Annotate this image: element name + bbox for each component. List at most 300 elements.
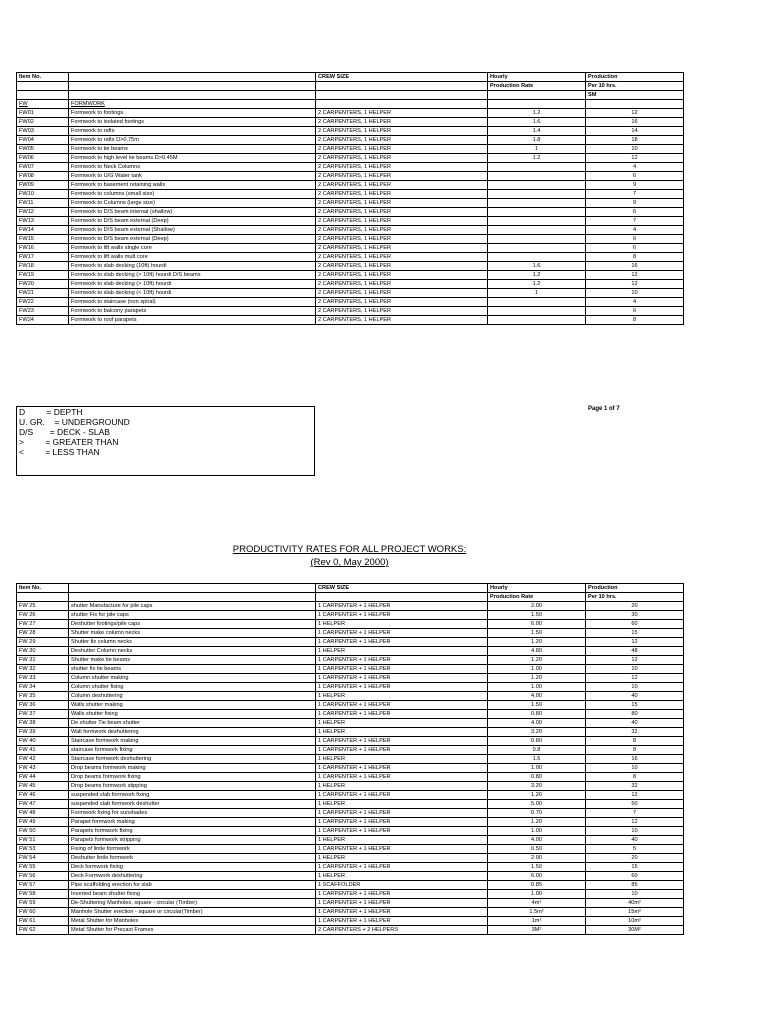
crew-size-cell: 1 CARPENTER + 1 HELPER	[316, 746, 488, 755]
hourly-rate-cell	[488, 298, 586, 307]
crew-size-cell: 1 SCAFFOLDER	[316, 881, 488, 890]
production-cell: 16	[586, 118, 684, 127]
production-cell: 10	[586, 665, 684, 674]
production-cell: 32	[586, 728, 684, 737]
crew-size-cell: 2 CARPENTERS, 1 HELPER	[316, 199, 488, 208]
item-no-cell: FW 40	[17, 737, 69, 746]
hourly-rate-cell: 2.00	[488, 854, 586, 863]
header-row	[17, 584, 684, 593]
table-row	[17, 638, 684, 647]
description-cell: Fixing of lintle formwork	[69, 845, 316, 854]
description-cell: Formwork to balcony parapets	[69, 307, 316, 316]
description-cell: Deck formwork fixing	[69, 863, 316, 872]
item-no-cell: FW 25	[17, 602, 69, 611]
hourly-rate-cell: 1.20	[488, 638, 586, 647]
table-row	[17, 899, 684, 908]
item-no-cell: FW 43	[17, 764, 69, 773]
legend-item: U. GR. = UNDERGROUND	[19, 417, 130, 427]
production-cell: SM	[586, 91, 684, 100]
description-cell: Column shutter making	[69, 674, 316, 683]
production-cell: 9	[586, 181, 684, 190]
table-row	[17, 163, 684, 172]
item-no-cell: FW08	[17, 172, 69, 181]
hourly-rate-cell: 1	[488, 145, 586, 154]
description-cell	[69, 584, 316, 593]
description-cell: Formwork to slab decking (> 10ft) hourdi D/S beams	[69, 271, 316, 280]
item-no-cell: FW 50	[17, 827, 69, 836]
crew-size-cell: 2 CARPENTERS, 1 HELPER	[316, 127, 488, 136]
description-cell: Formwork to footings	[69, 109, 316, 118]
production-cell: 9	[586, 199, 684, 208]
production-cell: 8	[586, 316, 684, 325]
crew-size-cell	[316, 91, 488, 100]
formwork-table-page2	[16, 583, 684, 935]
description-cell: Column shutter fixing	[69, 683, 316, 692]
production-cell: 40	[586, 719, 684, 728]
item-no-cell: FW	[17, 100, 69, 109]
table-row	[17, 629, 684, 638]
hourly-rate-cell: 1.2	[488, 271, 586, 280]
production-cell: 40	[586, 836, 684, 845]
hourly-rate-cell	[488, 307, 586, 316]
crew-size-cell: 1 HELPER	[316, 854, 488, 863]
production-cell: 85	[586, 881, 684, 890]
production-cell: 20	[586, 602, 684, 611]
crew-size-cell: 2 CARPENTERS, 1 HELPER	[316, 136, 488, 145]
crew-size-cell: 2 CARPENTERS, 1 HELPER	[316, 172, 488, 181]
table-row	[17, 665, 684, 674]
item-no-cell: FW 59	[17, 899, 69, 908]
item-no-cell: FW20	[17, 280, 69, 289]
crew-size-cell: 1 CARPENTER + 1 HELPER	[316, 908, 488, 917]
item-no-cell: FW 57	[17, 881, 69, 890]
table-row	[17, 800, 684, 809]
description-cell: Walls shutter fixing	[69, 710, 316, 719]
item-no-cell: FW24	[17, 316, 69, 325]
production-cell: 4	[586, 163, 684, 172]
item-no-cell: FW14	[17, 226, 69, 235]
hourly-rate-cell: 1.4	[488, 127, 586, 136]
production-cell: 12	[586, 638, 684, 647]
production-cell: 8	[586, 253, 684, 262]
table-row	[17, 253, 684, 262]
crew-size-cell: 1 CARPENTER + 1 HELPER	[316, 917, 488, 926]
description-cell: Formwork to lift walls mult core	[69, 253, 316, 262]
table-row	[17, 145, 684, 154]
description-cell: Walls shutter making	[69, 701, 316, 710]
hourly-rate-cell: Production Rate	[488, 82, 586, 91]
hourly-rate-cell: 4.80	[488, 647, 586, 656]
crew-size-cell: 2 CARPENTERS, 1 HELPER	[316, 145, 488, 154]
hourly-rate-cell: 6.00	[488, 620, 586, 629]
description-cell: Parapets formwork stripping	[69, 836, 316, 845]
table-row	[17, 199, 684, 208]
item-no-cell: FW 54	[17, 854, 69, 863]
header-row	[17, 593, 684, 602]
crew-size-cell: 1 CARPENTER + 1 HELPER	[316, 773, 488, 782]
hourly-rate-cell: 3M²	[488, 926, 586, 935]
crew-size-cell: 1 HELPER	[316, 800, 488, 809]
description-cell: staircase formwork fixing	[69, 746, 316, 755]
item-no-cell: FW23	[17, 307, 69, 316]
table-row	[17, 289, 684, 298]
production-cell: Per 10 hrs.	[586, 593, 684, 602]
production-cell: 60	[586, 872, 684, 881]
production-cell: 15	[586, 863, 684, 872]
table-row	[17, 109, 684, 118]
table-row	[17, 217, 684, 226]
item-no-cell: FW10	[17, 190, 69, 199]
production-cell: 4	[586, 298, 684, 307]
item-no-cell: FW 27	[17, 620, 69, 629]
item-no-cell: FW 49	[17, 818, 69, 827]
item-no-cell: FW07	[17, 163, 69, 172]
crew-size-cell: 1 CARPENTER + 1 HELPER	[316, 791, 488, 800]
description-cell: Formwork to slab decking (10ft) hourdi	[69, 262, 316, 271]
hourly-rate-cell: 1.50	[488, 629, 586, 638]
production-cell	[586, 100, 684, 109]
hourly-rate-cell: 2.00	[488, 602, 586, 611]
hourly-rate-cell: 0.80	[488, 773, 586, 782]
hourly-rate-cell: 1.50	[488, 863, 586, 872]
item-no-cell: FW06	[17, 154, 69, 163]
hourly-rate-cell: 0.8	[488, 746, 586, 755]
hourly-rate-cell: 1.20	[488, 791, 586, 800]
production-cell: 12	[586, 674, 684, 683]
crew-size-cell: 1 CARPENTER + 1 HELPER	[316, 890, 488, 899]
table-row	[17, 881, 684, 890]
description-cell: Manhole Shutter erection - square or circular(Timber)	[69, 908, 316, 917]
description-cell	[69, 593, 316, 602]
description-cell: Deshutter Column necks	[69, 647, 316, 656]
item-no-cell: Item No.	[17, 584, 69, 593]
hourly-rate-cell: 1.2	[488, 109, 586, 118]
item-no-cell: FW 34	[17, 683, 69, 692]
crew-size-cell: 1 CARPENTER + 1 HELPER	[316, 818, 488, 827]
hourly-rate-cell	[488, 217, 586, 226]
hourly-rate-cell: 1.6	[488, 118, 586, 127]
production-cell: Production	[586, 73, 684, 82]
table-row	[17, 809, 684, 818]
description-cell: Formwork to U/G Water tank	[69, 172, 316, 181]
item-no-cell: FW 60	[17, 908, 69, 917]
legend-item: < = LESS THAN	[19, 447, 100, 457]
hourly-rate-cell: 1.50	[488, 611, 586, 620]
hourly-rate-cell: 1.2	[488, 154, 586, 163]
production-cell: 10	[586, 827, 684, 836]
hourly-rate-cell: 6.00	[488, 872, 586, 881]
production-cell: 8	[586, 746, 684, 755]
item-no-cell: FW16	[17, 244, 69, 253]
description-cell: Formwork to D/S beam external (Deep)	[69, 217, 316, 226]
hourly-rate-cell: 1.2	[488, 280, 586, 289]
production-cell: 7	[586, 217, 684, 226]
table-row	[17, 262, 684, 271]
table-row	[17, 836, 684, 845]
item-no-cell: FW 58	[17, 890, 69, 899]
crew-size-cell: 1 CARPENTER + 1 HELPER	[316, 809, 488, 818]
table-row	[17, 181, 684, 190]
description-cell: Formwork to columns (small size)	[69, 190, 316, 199]
hourly-rate-cell: 1.6	[488, 755, 586, 764]
crew-size-cell	[316, 100, 488, 109]
description-cell: Deshutter footings/pile caps	[69, 620, 316, 629]
hourly-rate-cell: 1.20	[488, 674, 586, 683]
crew-size-cell: 1 CARPENTER + 1 HELPER	[316, 827, 488, 836]
hourly-rate-cell: 1.00	[488, 890, 586, 899]
description-cell: Parapet formwork making	[69, 818, 316, 827]
production-cell: 12	[586, 154, 684, 163]
table-row	[17, 602, 684, 611]
production-cell: 12	[586, 791, 684, 800]
description-cell: Wall formwork deshuttering	[69, 728, 316, 737]
description-cell: Formwork to basement retaining walls	[69, 181, 316, 190]
table-row	[17, 235, 684, 244]
description-cell	[69, 73, 316, 82]
table-row	[17, 863, 684, 872]
crew-size-cell: 1 HELPER	[316, 647, 488, 656]
item-no-cell: FW 31	[17, 656, 69, 665]
item-no-cell: Item No.	[17, 73, 69, 82]
hourly-rate-cell: 0.85	[488, 881, 586, 890]
item-no-cell: FW 29	[17, 638, 69, 647]
production-cell: 12	[586, 109, 684, 118]
table-row	[17, 647, 684, 656]
description-cell: Formwork to D/S beam internal (shallow)	[69, 208, 316, 217]
table-row	[17, 827, 684, 836]
production-cell: 10	[586, 764, 684, 773]
description-cell: Metal Shutter for Precast Frames	[69, 926, 316, 935]
description-cell: Formwork to tie beams	[69, 145, 316, 154]
item-no-cell: FW19	[17, 271, 69, 280]
description-cell: Inverted beam shutter fixing	[69, 890, 316, 899]
production-cell: 50	[586, 800, 684, 809]
hourly-rate-cell: 4.00	[488, 719, 586, 728]
crew-size-cell: 2 CARPENTERS, 1 HELPER	[316, 307, 488, 316]
item-no-cell: FW 61	[17, 917, 69, 926]
production-cell: 60	[586, 620, 684, 629]
crew-size-cell: 1 CARPENTER + 1 HELPER	[316, 602, 488, 611]
table-row	[17, 926, 684, 935]
table-row	[17, 208, 684, 217]
table-row	[17, 656, 684, 665]
item-no-cell: FW22	[17, 298, 69, 307]
table-row	[17, 683, 684, 692]
hourly-rate-cell	[488, 181, 586, 190]
production-cell: 12	[586, 271, 684, 280]
item-no-cell: FW 55	[17, 863, 69, 872]
table-row	[17, 890, 684, 899]
description-cell: suspended slab formwork deshutter	[69, 800, 316, 809]
table-row	[17, 701, 684, 710]
table-row	[17, 791, 684, 800]
crew-size-cell: 2 CARPENTERS, 1 HELPER	[316, 226, 488, 235]
production-cell: 6	[586, 235, 684, 244]
production-cell: 10	[586, 145, 684, 154]
hourly-rate-cell	[488, 226, 586, 235]
crew-size-cell: 2 CARPENTERS, 1 HELPER	[316, 118, 488, 127]
production-cell: 10	[586, 890, 684, 899]
description-cell	[69, 82, 316, 91]
crew-size-cell: CREW SIZE	[316, 584, 488, 593]
production-cell: Production	[586, 584, 684, 593]
description-cell: Shutter make tie beams	[69, 656, 316, 665]
description-cell: Shutter make column necks	[69, 629, 316, 638]
table-row	[17, 298, 684, 307]
hourly-rate-cell: 1m²	[488, 917, 586, 926]
description-cell: Formwork to slab decking (> 10ft) hourdi	[69, 280, 316, 289]
production-cell: 6	[586, 244, 684, 253]
item-no-cell: FW17	[17, 253, 69, 262]
hourly-rate-cell: Hourly	[488, 584, 586, 593]
item-no-cell: FW05	[17, 145, 69, 154]
hourly-rate-cell: 1.00	[488, 764, 586, 773]
crew-size-cell: 1 HELPER	[316, 692, 488, 701]
hourly-rate-cell: 4.00	[488, 692, 586, 701]
item-no-cell: FW04	[17, 136, 69, 145]
item-no-cell: FW 32	[17, 665, 69, 674]
production-cell: 6	[586, 307, 684, 316]
crew-size-cell: 2 CARPENTERS, 1 HELPER	[316, 109, 488, 118]
description-cell: Shutter fix column necks	[69, 638, 316, 647]
item-no-cell: FW 56	[17, 872, 69, 881]
crew-size-cell: 2 CARPENTERS, 1 HELPER	[316, 154, 488, 163]
page-number: Page 1 of 7	[588, 406, 620, 412]
crew-size-cell: 2 CARPENTERS + 2 HELPERS	[316, 926, 488, 935]
crew-size-cell: 1 CARPENTER + 1 HELPER	[316, 638, 488, 647]
table-row	[17, 674, 684, 683]
crew-size-cell: 2 CARPENTERS, 1 HELPER	[316, 271, 488, 280]
description-cell: FORMWORK	[69, 100, 316, 109]
table-row	[17, 728, 684, 737]
crew-size-cell: 2 CARPENTERS, 1 HELPER	[316, 253, 488, 262]
table-row	[17, 917, 684, 926]
item-no-cell: FW 44	[17, 773, 69, 782]
crew-size-cell: 1 CARPENTER + 1 HELPER	[316, 674, 488, 683]
hourly-rate-cell: 1.00	[488, 827, 586, 836]
production-cell: 8	[586, 737, 684, 746]
hourly-rate-cell	[488, 163, 586, 172]
item-no-cell: FW 38	[17, 719, 69, 728]
crew-size-cell: 1 CARPENTER + 1 HELPER	[316, 710, 488, 719]
crew-size-cell: 1 HELPER	[316, 728, 488, 737]
item-no-cell: FW 35	[17, 692, 69, 701]
description-cell: suspended slab formwork fixing	[69, 791, 316, 800]
hourly-rate-cell: 1.00	[488, 665, 586, 674]
item-no-cell: FW 33	[17, 674, 69, 683]
production-cell: 20	[586, 854, 684, 863]
description-cell: Deck Formwork deshuttering	[69, 872, 316, 881]
hourly-rate-cell: 1.00	[488, 683, 586, 692]
item-no-cell: FW01	[17, 109, 69, 118]
description-cell: Column deshuttering	[69, 692, 316, 701]
table-row	[17, 845, 684, 854]
table-row	[17, 127, 684, 136]
description-cell: Formwork to D/S beam external (Shallow)	[69, 226, 316, 235]
production-cell: 30	[586, 611, 684, 620]
item-no-cell: FW02	[17, 118, 69, 127]
table-row	[17, 908, 684, 917]
hourly-rate-cell: 1.20	[488, 818, 586, 827]
crew-size-cell: 2 CARPENTERS, 1 HELPER	[316, 208, 488, 217]
description-cell: De-Shuttering Manholes, square - circular (Timber)	[69, 899, 316, 908]
crew-size-cell: 1 CARPENTER + 1 HELPER	[316, 683, 488, 692]
item-no-cell: FW 36	[17, 701, 69, 710]
crew-size-cell: 1 CARPENTER + 1 HELPER	[316, 863, 488, 872]
item-no-cell: FW 30	[17, 647, 69, 656]
hourly-rate-cell: 0.50	[488, 845, 586, 854]
item-no-cell: FW 28	[17, 629, 69, 638]
description-cell: Deshutter lintle formwork	[69, 854, 316, 863]
description-cell: Drop beams formwork fixing	[69, 773, 316, 782]
hourly-rate-cell: 0.80	[488, 710, 586, 719]
table-row	[17, 280, 684, 289]
crew-size-cell: 1 CARPENTER + 1 HELPER	[316, 665, 488, 674]
item-no-cell: FW 51	[17, 836, 69, 845]
production-cell: 7	[586, 190, 684, 199]
hourly-rate-cell: 4m²	[488, 899, 586, 908]
production-cell: 8	[586, 773, 684, 782]
table-row	[17, 172, 684, 181]
abbreviation-legend	[16, 406, 315, 476]
description-cell: Formwork to staircase (non spiral)	[69, 298, 316, 307]
item-no-cell: FW 41	[17, 746, 69, 755]
legend-item: D/S = DECK - SLAB	[19, 427, 110, 437]
description-cell: De shutter Tie beam shutter	[69, 719, 316, 728]
description-cell: shutter fix tie beams	[69, 665, 316, 674]
table-row	[17, 746, 684, 755]
hourly-rate-cell	[488, 235, 586, 244]
production-cell: 15	[586, 701, 684, 710]
description-cell: Parapets formwork fixing	[69, 827, 316, 836]
page-title: PRODUCTIVITY RATES FOR ALL PROJECT WORKS:	[232, 544, 467, 555]
table-row	[17, 611, 684, 620]
crew-size-cell	[316, 593, 488, 602]
table-row	[17, 244, 684, 253]
header-row	[17, 91, 684, 100]
hourly-rate-cell: 1.5m²	[488, 908, 586, 917]
description-cell: Formwork to isolated footings	[69, 118, 316, 127]
hourly-rate-cell: 3.20	[488, 782, 586, 791]
hourly-rate-cell: 1.8	[488, 136, 586, 145]
crew-size-cell: 1 CARPENTER + 1 HELPER	[316, 611, 488, 620]
crew-size-cell: 1 CARPENTER + 1 HELPER	[316, 701, 488, 710]
item-no-cell: FW12	[17, 208, 69, 217]
item-no-cell: FW18	[17, 262, 69, 271]
description-cell: Formwork to lift walls single core	[69, 244, 316, 253]
description-cell: Drop beams formwork making	[69, 764, 316, 773]
crew-size-cell: 1 CARPENTER + 1 HELPER	[316, 899, 488, 908]
hourly-rate-cell: 4.00	[488, 836, 586, 845]
production-cell: 6	[586, 208, 684, 217]
production-cell: 16	[586, 262, 684, 271]
table-row	[17, 307, 684, 316]
section-row	[17, 100, 684, 109]
crew-size-cell	[316, 82, 488, 91]
item-no-cell: FW 42	[17, 755, 69, 764]
description-cell: Formwork to high level tie beams D>0.45M	[69, 154, 316, 163]
crew-size-cell: 2 CARPENTERS, 1 HELPER	[316, 298, 488, 307]
production-cell: 10m²	[586, 917, 684, 926]
item-no-cell	[17, 593, 69, 602]
table-row	[17, 136, 684, 145]
item-no-cell	[17, 91, 69, 100]
table-row	[17, 719, 684, 728]
item-no-cell: FW 53	[17, 845, 69, 854]
revision-subtitle: (Rev 0, May 2000)	[310, 557, 389, 568]
hourly-rate-cell: 1.50	[488, 701, 586, 710]
production-cell: 10	[586, 683, 684, 692]
